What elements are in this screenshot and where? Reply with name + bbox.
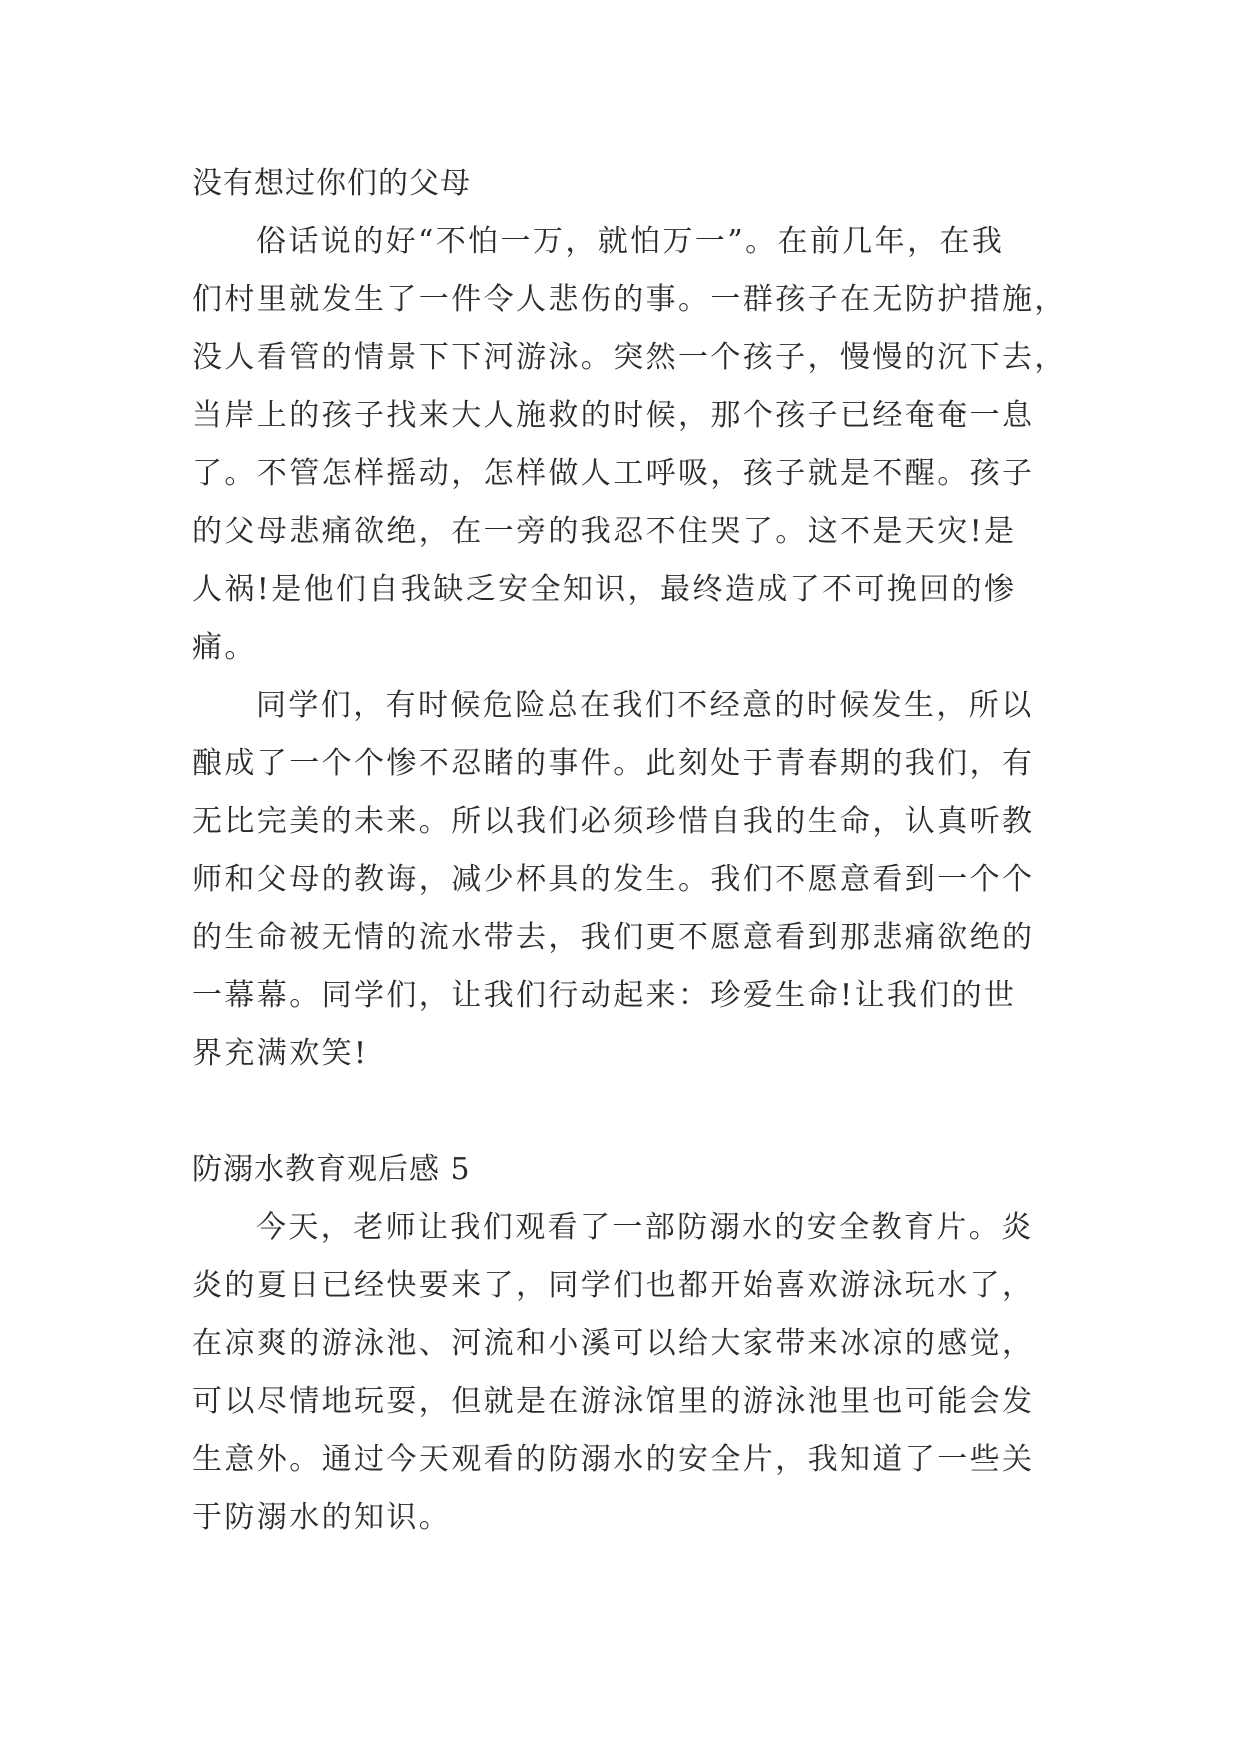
paragraph-line: 生意外。通过今天观看的防溺水的安全片，我知道了一些关 [192, 1442, 1035, 1477]
paragraph-line: 酿成了一个个惨不忍睹的事件。此刻处于青春期的我们，有 [192, 746, 1035, 781]
paragraph-line: 炎的夏日已经快要来了，同学们也都开始喜欢游泳玩水了， [192, 1268, 1035, 1303]
paragraph-line: 俗话说的好“不怕一万，就怕万一”。在前几年，在我 [256, 224, 1005, 259]
paragraph-line: 痛。 [192, 630, 257, 665]
section-title: 没有想过你们的父母 [192, 166, 471, 201]
paragraph-line: 们村里就发生了一件令人悲伤的事。一群孩子在无防护措施， [192, 282, 1067, 317]
paragraph-line: 当岸上的孩子找来大人施救的时候，那个孩子已经奄奄一息 [192, 398, 1035, 433]
paragraph-line: 没人看管的情景下下河游泳。突然一个孩子，慢慢的沉下去， [192, 340, 1067, 375]
paragraph-line: 师和父母的教诲，减少杯具的发生。我们不愿意看到一个个 [192, 862, 1035, 897]
paragraph-line: 的生命被无情的流水带去，我们更不愿意看到那悲痛欲绝的 [192, 920, 1035, 955]
paragraph-line: 了。不管怎样摇动，怎样做人工呼吸，孩子就是不醒。孩子 [192, 456, 1035, 491]
paragraph-line: 的父母悲痛欲绝，在一旁的我忍不住哭了。这不是天灾!是 [192, 514, 1017, 549]
paragraph-line: 界充满欢笑! [192, 1036, 369, 1071]
section-title: 防溺水教育观后感 5 [192, 1152, 471, 1187]
paragraph-line: 无比完美的未来。所以我们必须珍惜自我的生命，认真听教 [192, 804, 1035, 839]
paragraph-line: 可以尽情地玩耍，但就是在游泳馆里的游泳池里也可能会发 [192, 1384, 1035, 1419]
paragraph-line: 一幕幕。同学们，让我们行动起来：珍爱生命!让我们的世 [192, 978, 1017, 1013]
paragraph-line: 在凉爽的游泳池、河流和小溪可以给大家带来冰凉的感觉， [192, 1326, 1035, 1361]
paragraph-line: 人祸!是他们自我缺乏安全知识，最终造成了不可挽回的惨 [192, 572, 1017, 607]
paragraph-line: 于防溺水的知识。 [192, 1500, 452, 1535]
paragraph-line: 同学们，有时候危险总在我们不经意的时候发生，所以 [256, 688, 1034, 723]
paragraph-line: 今天，老师让我们观看了一部防溺水的安全教育片。炎 [256, 1210, 1034, 1245]
